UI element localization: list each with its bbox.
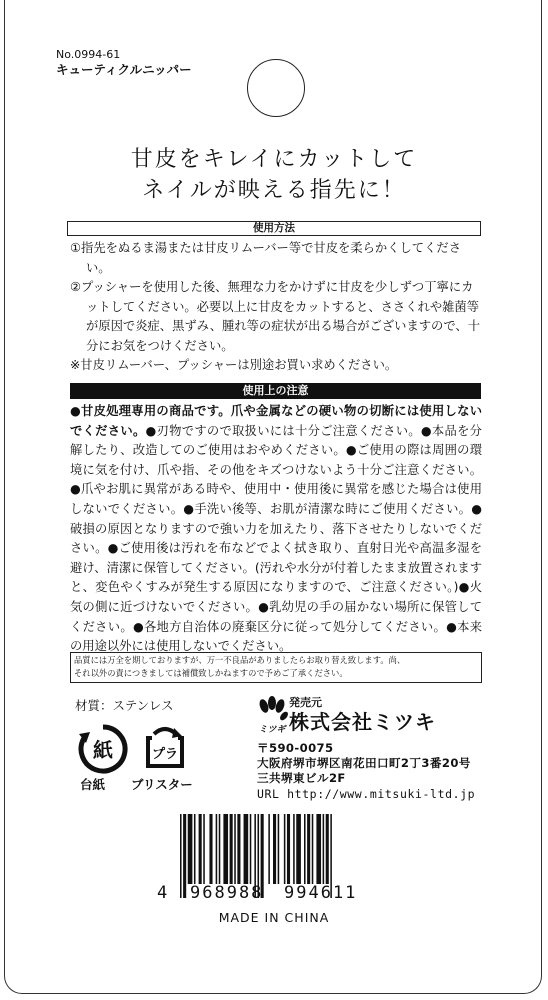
barcode-bar — [307, 814, 310, 884]
barcode-bar — [199, 814, 202, 884]
usage-step-2: ②プッシャーを使用した後、無理な力をかけずに甘皮を少しずつ丁寧にカットしてください。必要以上に甘皮をカットすると、ささくれや雑菌等が原因で炎症、黒ずみ、腫れ等の症状が出る場合がございますので、十分にお気をつけください。 — [70, 280, 480, 353]
company-name: 株式会社ミツキ — [289, 710, 436, 734]
barcode-bar — [293, 814, 295, 884]
product-code: No.0994-61 — [56, 48, 121, 61]
catchphrase-line-1: 甘皮をキレイにカットして — [130, 147, 418, 172]
company-logo-icon — [256, 696, 288, 736]
barcode-bar — [273, 814, 276, 884]
usage-section — [70, 239, 482, 376]
quality-line-1: 品質には万全を期しておりますが、万一不良品がありましたらお取り替え致します。尚、 — [74, 655, 406, 665]
caution-body: ●刃物ですので取扱いには十分ご注意ください。●本品を分解したり、改造してのご使用はおやめください。●ご使用の際は周囲の環境に気を付け、爪や指、その他をキズつけないよう十分ご注意ください。●爪やお肌に異常がある時や、使用中・使用後に異常を感じた場合は使用しないでください。●手洗い後等、お肌が清潔な時にご使用ください。●破損の原因となりますので強い力を加えたり、落下させたりしないでください。●ご使用後は汚れを布などでよく拭き取り、直射日光や高温多湿を避け、清潔に保管してください。(汚れや水分が付着したまま放置されますと、変色やくすみが発生する原因になりますので、ご注意ください。)●火気の側に近づけないでください。●乳幼児の手の届かない場所に保管してください。●各地方自治体の廃棄区分に従って処分してください。●本来の用途以外には使用しないでください。 — [70, 423, 482, 654]
barcode-bar — [284, 814, 286, 884]
plastic-label: ブリスター — [131, 777, 193, 792]
barcode-digits-right: 994611 — [284, 883, 358, 903]
paper-label: 台紙 — [80, 777, 106, 792]
country-of-origin: MADE IN CHINA — [218, 910, 330, 925]
publisher-label: 発売元 — [289, 696, 322, 709]
logo-text: ミツギ — [258, 725, 286, 735]
barcode-bar — [237, 814, 240, 884]
barcode-bar — [268, 814, 270, 884]
barcode-bar — [278, 814, 280, 884]
barcode-bar — [180, 814, 182, 898]
barcode-bar — [312, 814, 314, 884]
barcode-bar — [304, 814, 306, 884]
catchphrase-line-2: ネイルが映える指先に！ — [142, 178, 406, 203]
barcode-bar — [209, 814, 212, 884]
barcode-bar — [234, 814, 236, 884]
paper-recycle-icon — [78, 724, 128, 774]
address-line-1: 大阪府堺市堺区南花田口町2丁3番20号 — [257, 756, 471, 770]
barcode-bar — [316, 814, 321, 884]
barcode-bar — [296, 814, 301, 884]
caution-text — [70, 402, 482, 657]
barcode-bar — [287, 814, 290, 884]
barcode-bar — [250, 814, 252, 884]
hang-hole — [247, 59, 305, 117]
plastic-mark-text: プラ — [151, 747, 179, 762]
caution-title: 使用上の注意 — [70, 383, 481, 399]
postal-code: 〒590-0075 — [257, 741, 334, 755]
caution-lead: ●甘皮処理専用の商品です。爪や金属などの硬い物の切断には使用しないでください。 — [70, 404, 482, 438]
barcode-bar — [223, 814, 228, 884]
product-name: キューティクルニッパー — [56, 62, 192, 77]
barcode-bar — [203, 814, 205, 884]
barcode-bar — [323, 814, 325, 884]
paper-mark-text: 紙 — [93, 738, 113, 762]
plastic-recycle-icon — [140, 724, 190, 774]
usage-title: 使用方法 — [67, 221, 481, 236]
quality-line-2: それ以外の責につきましては補償致しかねますので予めご了承ください。 — [74, 668, 348, 678]
usage-note: ※甘皮リムーバー、プッシャーは別途お買い求めください。 — [70, 358, 398, 372]
barcode-digits-left: 968988 — [190, 883, 264, 903]
address-line-2: 三共堺東ビル2F — [257, 771, 346, 785]
barcode-digit-first: 4 — [157, 883, 170, 903]
quality-notice — [70, 652, 482, 683]
barcode-bar — [244, 814, 249, 884]
barcode-bar — [230, 814, 233, 884]
barcode-bar — [188, 814, 193, 884]
company-url: URL http://www.mitsuki-ltd.jp — [257, 787, 476, 801]
barcode-bar — [194, 814, 196, 884]
barcode-bar — [326, 814, 329, 884]
barcode-bar — [216, 814, 218, 884]
usage-step-1: ①指先をぬるま湯または甘皮リムーバー等で甘皮を柔らかくしてください。 — [70, 241, 461, 275]
barcode-bar — [183, 814, 186, 898]
material-text: 材質：ステンレス — [75, 698, 174, 713]
barcode-bar — [219, 814, 221, 884]
